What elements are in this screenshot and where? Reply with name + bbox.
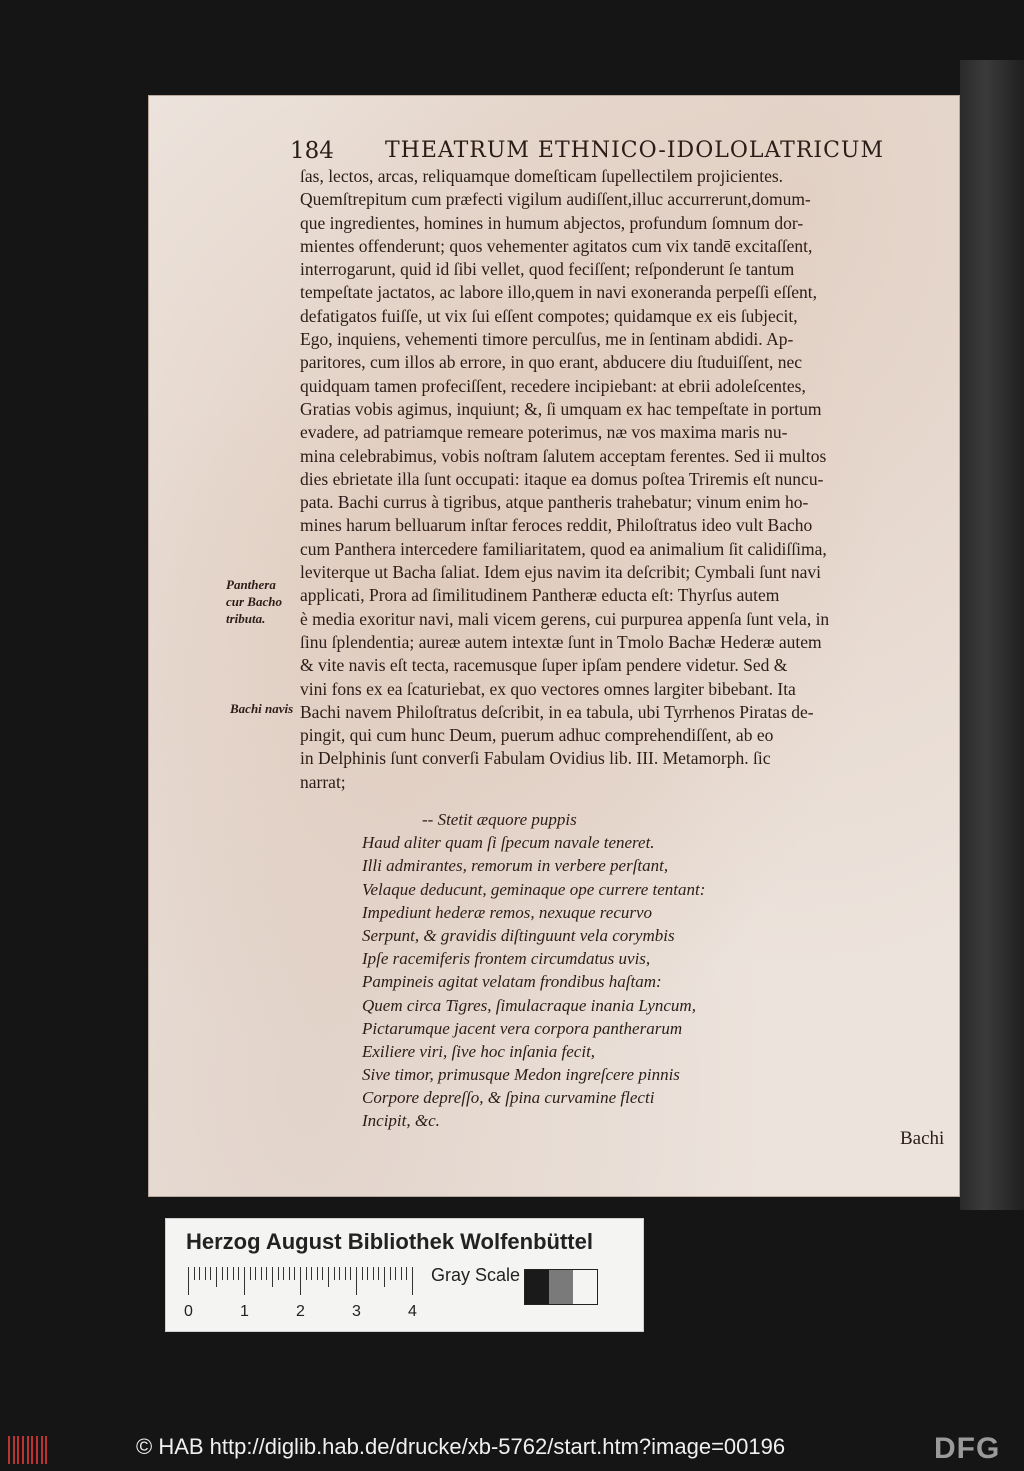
ruler-tick — [334, 1267, 335, 1280]
ruler-tick — [233, 1267, 234, 1280]
ruler-tick — [395, 1267, 396, 1280]
ruler-tick — [412, 1267, 413, 1295]
library-name: Herzog August Bibliothek Wolfenbüttel — [186, 1229, 593, 1254]
footer-bar — [0, 1428, 1024, 1471]
ruler-tick — [222, 1267, 223, 1280]
verse-quotation — [362, 808, 832, 1133]
ruler-tick — [283, 1267, 284, 1280]
text-line: mina celebrabimus, vobis noſtram ſalutem acceptam ferentes. Sed ii multos — [300, 445, 827, 466]
ruler-tick — [350, 1267, 351, 1280]
text-line: que ingredientes, homines in humum abjectos, profundum ſomnum dor- — [300, 212, 804, 233]
text-line: Bachi navem Philoſtratus deſcribit, in ea tabula, ubi Tyrrhenos Piratas de- — [300, 701, 814, 722]
copyright-url[interactable]: © HAB http://diglib.hab.de/drucke/xb-5762/start.htm?image=00196 — [136, 1434, 786, 1459]
text-line: ſinu ſplendentia; aureæ autem intextæ ſunt in Tmolo Bachæ Hederæ autem — [300, 631, 822, 652]
verse-line: Serpunt, & gravidis diſtinguunt vela corymbis — [362, 925, 675, 945]
text-line: pata. Bachi currus à tigribus, atque pantheris trahebatur; vinum enim ho- — [300, 492, 809, 513]
gray-scale-label: Gray Scale — [431, 1265, 521, 1285]
text-line: Gratias vobis agimus, inquiunt; &, ſi umquam ex hac tempeſtate in portum — [300, 398, 822, 419]
text-line: tempeſtate jactatos, ac labore illo,quem in navi exoneranda perpeſſi eſſent, — [300, 282, 818, 303]
ruler-tick — [362, 1267, 363, 1280]
ruler-tick — [317, 1267, 318, 1280]
ruler-tick — [266, 1267, 267, 1280]
running-title: THEATRUM ETHNICO-IDOLOLATRICUM — [385, 138, 885, 163]
ruler-tick — [406, 1267, 407, 1280]
verse-line: Pictarumque jacent vera corpora pantherarum — [362, 1018, 683, 1038]
ruler-tick — [373, 1267, 374, 1280]
verse-line: Pampineis agitat velatam frondibus haſtam: — [362, 972, 662, 992]
marginal-note-bachi-navis: Bachi navis — [230, 701, 294, 716]
ruler-tick — [311, 1267, 312, 1280]
swatch-light — [573, 1270, 597, 1304]
marginal-note-panthera: Panthera cur Bacho tributa. — [226, 577, 282, 626]
ruler-tick — [390, 1267, 391, 1280]
ruler-tick — [261, 1267, 262, 1280]
ruler-tick — [384, 1267, 385, 1287]
page-header — [290, 138, 940, 168]
text-line: cum Panthera intercedere familiaritatem, quod ea animalium ſit calidiſſima, — [300, 538, 827, 559]
ruler-tick — [339, 1267, 340, 1280]
library-color-card — [165, 1218, 644, 1332]
text-line: defatigatos fuiſſe, ut vix ſui eſſent compotes; quidamque ex eis ſubjecit, — [300, 305, 798, 326]
verse-line: Impediunt hederæ remos, nexuque recurvo — [362, 902, 653, 922]
ruler-tick — [255, 1267, 256, 1280]
text-line: applicati, Prora ad ſimilitudinem Pantheræ educta eſt: Thyrſus autem — [300, 585, 780, 606]
text-line: evadere, ad patriamque remeare poterimus, næ vos maxima maris nu- — [300, 422, 788, 443]
verse-line: -- Stetit æquore puppis — [422, 810, 577, 829]
text-line: dies ebrietate illa ſunt occupati: itaque ea domus poſtea Triremis eſt nuncu- — [300, 468, 824, 489]
ruler-tick — [250, 1267, 251, 1280]
scale-ruler — [188, 1267, 438, 1297]
adjacent-page-edge — [960, 60, 1024, 1210]
verse-line: Sive timor, primusque Medon ingreſcere pinnis — [362, 1065, 680, 1085]
catchword: Bachi — [900, 1128, 945, 1149]
text-line: pingit, qui cum hunc Deum, puerum adhuc comprehendiſſent, ab eo — [300, 725, 774, 746]
text-line: paritores, cum illos ab errore, in quo erant, abducere diu ſtuduiſſent, nec — [300, 352, 802, 373]
swatch-mid — [549, 1270, 573, 1304]
ruler-tick — [199, 1267, 200, 1280]
ruler-tick — [210, 1267, 211, 1280]
text-line: leviterque ut Bacha ſaliat. Idem ejus navim ita deſcribit; Cymbali ſunt navi — [300, 562, 821, 583]
verse-line: Quem circa Tigres, ſimulacraque inania Lyncum, — [362, 995, 696, 1015]
text-line: vini fons ex ea ſcaturiebat, ex quo vectores omnes largiter bibebant. Ita — [300, 678, 796, 699]
ruler-tick — [188, 1267, 189, 1295]
text-line: mines harum belluarum inſtar feroces reddit, Philoſtratus ideo vult Bacho — [300, 515, 813, 536]
ruler-tick — [306, 1267, 307, 1280]
ruler-tick — [278, 1267, 279, 1280]
verse-line: Corpore depreſſo, & ſpina curvamine flecti — [362, 1088, 655, 1108]
verse-line: Exiliere viri, ſive hoc inſania fecit, — [362, 1041, 596, 1061]
ruler-tick — [294, 1267, 295, 1280]
ruler-number: 3 — [352, 1303, 361, 1320]
text-line: ſas, lectos, arcas, reliquamque domeſticam ſupellectilem projicientes. — [300, 166, 784, 186]
ruler-tick — [328, 1267, 329, 1287]
ruler-tick — [216, 1267, 217, 1287]
ruler-number: 0 — [184, 1303, 193, 1320]
ruler-tick — [300, 1267, 301, 1295]
verse-line: Velaque deducunt, geminaque ope currere tentant: — [362, 879, 706, 899]
ruler-tick — [227, 1267, 228, 1280]
ruler-tick — [401, 1267, 402, 1280]
verse-line: Ipſe racemiferis frontem circumdatus uvis, — [362, 949, 651, 969]
ruler-tick — [367, 1267, 368, 1280]
ruler-tick — [345, 1267, 346, 1280]
text-line: Quemſtrepitum cum præfecti vigilum audiſſent,illuc accurrerunt,domum- — [300, 189, 811, 210]
body-text — [300, 165, 940, 794]
gray-scale-swatches — [524, 1269, 598, 1305]
dfg-logo: DFG — [934, 1432, 1001, 1465]
ruler-number: 1 — [240, 1303, 249, 1320]
hab-logo-icon — [8, 1436, 48, 1464]
text-line: narrat; — [300, 771, 346, 792]
ruler-number: 4 — [408, 1303, 417, 1320]
text-line: interrogarunt, quid id ſibi vellet, quod feciſſent; reſponderunt ſe tantum — [300, 259, 795, 280]
ruler-tick — [194, 1267, 195, 1280]
text-line: in Delphinis ſunt converſi Fabulam Ovidius lib. III. Metamorph. ſic — [300, 748, 771, 769]
text-line: mientes offenderunt; quos vehementer agitatos cum vix tandē excitaſſent, — [300, 235, 813, 256]
text-line: quidquam tamen profeciſſent, recedere incipiebant: at ebrii adoleſcentes, — [300, 375, 806, 396]
verse-line: Incipit, &c. — [362, 1111, 440, 1131]
text-line: & vite navis eſt tecta, racemusque ſuper ipſam pendere videtur. Sed & — [300, 655, 788, 676]
ruler-tick — [356, 1267, 357, 1295]
verse-line: Illi admirantes, remorum in verbere perſtant, — [362, 856, 669, 876]
page-number: 184 — [290, 138, 334, 164]
ruler-tick — [322, 1267, 323, 1280]
ruler-tick — [238, 1267, 239, 1280]
swatch-dark — [525, 1270, 549, 1304]
verse-line: Haud aliter quam ſi ſpecum navale teneret. — [362, 833, 655, 853]
ruler-number: 2 — [296, 1303, 305, 1320]
text-line: Ego, inquiens, vehementi timore perculſus, me in ſentinam abdidi. Ap- — [300, 329, 794, 350]
text-line: è media exoritur navi, mali vicem gerens, cui purpurea appenſa ſunt vela, in — [300, 608, 830, 629]
ruler-tick — [272, 1267, 273, 1287]
ruler-tick — [244, 1267, 245, 1295]
ruler-tick — [205, 1267, 206, 1280]
ruler-tick — [378, 1267, 379, 1280]
ruler-tick — [289, 1267, 290, 1280]
